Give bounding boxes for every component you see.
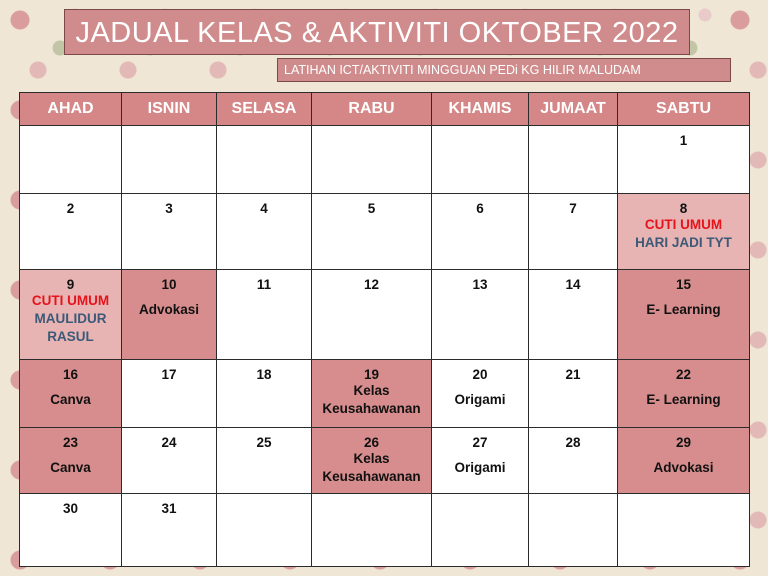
calendar-week-row	[20, 360, 750, 428]
activity-label: Keusahawanan	[322, 401, 421, 416]
calendar-day-cell	[529, 494, 618, 567]
day-number: 19	[363, 367, 380, 382]
activity-label: E- Learning	[646, 392, 721, 407]
calendar-day-cell	[217, 494, 312, 567]
day-number: 29	[675, 435, 692, 450]
day-number: 6	[476, 201, 484, 216]
day-number: 3	[165, 201, 173, 216]
day-number: 18	[256, 367, 272, 382]
activity-label: Kelas	[353, 383, 390, 398]
calendar-day-cell	[122, 360, 217, 428]
day-number: 9	[66, 277, 75, 292]
calendar-day-cell	[122, 428, 217, 494]
day-number: 5	[367, 201, 376, 216]
calendar-day-cell	[312, 360, 432, 428]
calendar-day-cell	[217, 428, 312, 494]
calendar-day-cell	[20, 194, 122, 270]
day-number: 21	[565, 367, 581, 382]
day-number: 11	[256, 277, 272, 292]
calendar-day-cell	[217, 194, 312, 270]
day-header-khamis: KHAMIS	[432, 93, 529, 126]
calendar-day-cell	[529, 270, 618, 360]
calendar-day-cell	[432, 494, 529, 567]
calendar-day-cell	[217, 270, 312, 360]
calendar-day-cell	[122, 270, 217, 360]
day-number: 4	[260, 201, 268, 216]
calendar-week-row	[20, 126, 750, 194]
day-number: 12	[363, 277, 380, 292]
day-number: 7	[569, 201, 577, 216]
activity-label: Canva	[50, 392, 91, 407]
calendar-day-cell	[618, 270, 750, 360]
calendar-day-cell	[217, 360, 312, 428]
day-number: 2	[66, 201, 75, 216]
calendar-day-cell	[20, 360, 122, 428]
day-header-selasa: SELASA	[217, 93, 312, 126]
calendar-day-cell	[122, 126, 217, 194]
calendar-day-cell	[312, 194, 432, 270]
calendar-day-cell	[432, 270, 529, 360]
page-title: JADUAL KELAS & AKTIVITI OKTOBER 2022	[64, 9, 690, 55]
day-number: 28	[565, 435, 581, 450]
day-number: 15	[675, 277, 692, 292]
calendar-day-cell	[432, 360, 529, 428]
day-number: 26	[363, 435, 380, 450]
calendar-table	[19, 92, 750, 567]
calendar-day-cell	[618, 494, 750, 567]
holiday-label: CUTI UMUM	[31, 293, 110, 308]
calendar-day-cell	[529, 194, 618, 270]
day-number: 10	[161, 277, 177, 292]
day-number: 8	[679, 201, 688, 216]
day-header-isnin: ISNIN	[122, 93, 217, 126]
calendar-day-cell	[122, 194, 217, 270]
day-number: 25	[256, 435, 272, 450]
calendar-day-cell	[618, 126, 750, 194]
day-header-rabu: RABU	[312, 93, 432, 126]
calendar-day-cell	[20, 270, 122, 360]
calendar-day-cell	[432, 194, 529, 270]
calendar-week-row	[20, 270, 750, 360]
activity-label: Kelas	[353, 451, 390, 466]
calendar-day-cell	[122, 494, 217, 567]
day-header-sabtu: SABTU	[618, 93, 750, 126]
activity-label: Advokasi	[653, 460, 714, 475]
day-number: 14	[565, 277, 581, 292]
activity-label: Origami	[454, 392, 506, 407]
page-subtitle: LATIHAN ICT/AKTIVITI MINGGUAN PEDi KG HILIR MALUDAM	[277, 58, 731, 82]
day-number: 13	[472, 277, 488, 292]
calendar-day-cell	[20, 494, 122, 567]
day-number: 24	[161, 435, 177, 450]
calendar-day-cell	[529, 428, 618, 494]
activity-label: HARI JADI TYT	[635, 235, 732, 250]
calendar-day-cell	[618, 194, 750, 270]
activity-label: E- Learning	[646, 302, 721, 317]
day-number: 22	[675, 367, 692, 382]
calendar-day-cell	[618, 360, 750, 428]
day-number: 16	[62, 367, 79, 382]
calendar-day-cell	[432, 126, 529, 194]
activity-label: Origami	[454, 460, 506, 475]
calendar-day-cell	[312, 494, 432, 567]
calendar-day-cell	[217, 126, 312, 194]
calendar-week-row	[20, 494, 750, 567]
day-header-jumaat: JUMAAT	[529, 93, 618, 126]
activity-label: RASUL	[47, 329, 94, 344]
calendar-week-row	[20, 194, 750, 270]
activity-label: Canva	[50, 460, 91, 475]
day-number: 30	[62, 501, 79, 516]
calendar-day-cell	[618, 428, 750, 494]
day-number: 20	[472, 367, 488, 382]
calendar-day-cell	[312, 126, 432, 194]
day-number: 17	[161, 367, 177, 382]
day-number: 27	[472, 435, 488, 450]
day-header-ahad: AHAD	[20, 93, 122, 126]
calendar-day-cell	[312, 270, 432, 360]
activity-label: Advokasi	[138, 302, 200, 317]
calendar-day-cell	[20, 126, 122, 194]
activity-label: Keusahawanan	[322, 469, 421, 484]
calendar-header-row	[20, 93, 750, 126]
day-number: 1	[679, 133, 688, 148]
calendar-day-cell	[20, 428, 122, 494]
calendar-day-cell	[529, 360, 618, 428]
calendar-week-row	[20, 428, 750, 494]
day-number: 31	[161, 501, 177, 516]
activity-label: MAULIDUR	[34, 311, 107, 326]
day-number: 23	[62, 435, 79, 450]
holiday-label: CUTI UMUM	[644, 217, 723, 232]
calendar-day-cell	[432, 428, 529, 494]
calendar-day-cell	[529, 126, 618, 194]
calendar-day-cell	[312, 428, 432, 494]
